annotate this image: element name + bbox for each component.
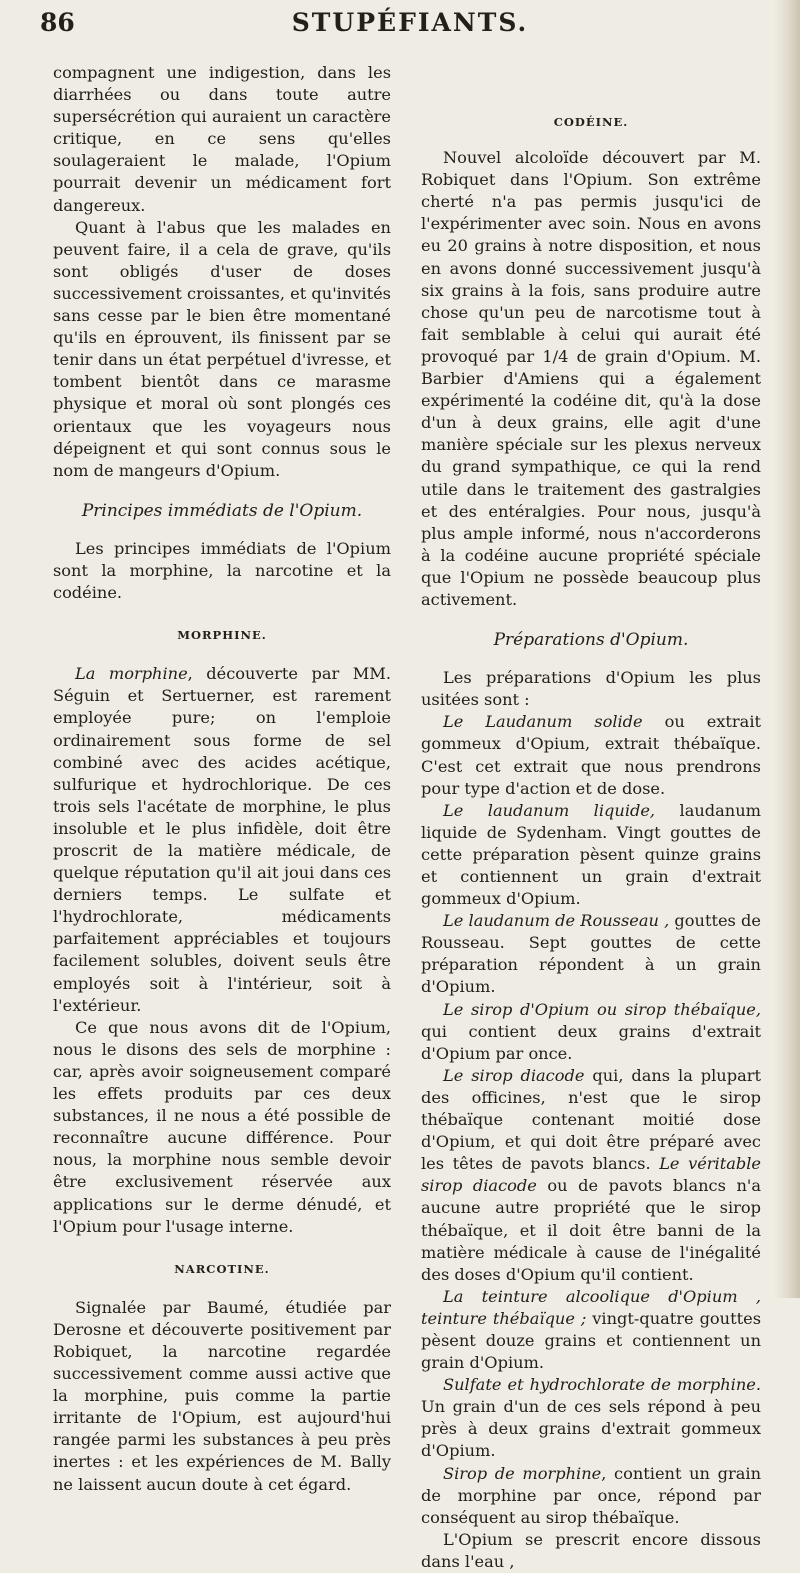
- paragraph-text: qui, dans la plupart des officines, n'est que le sirop thébaïque contenant moitié dose d'Opium, et qui doit être préparé avec les têtes de pavots blancs.: [421, 1065, 761, 1174]
- paragraph: [421, 800, 761, 910]
- paragraph-text: laudanum liquide de Sydenham. Vingt gouttes de cette préparation pèsent quinze grains et contiennent un grain d'extrait gommeux d'Opium.: [421, 800, 761, 909]
- term-italic: Le véritable sirop diacode: [421, 1154, 762, 1196]
- term-italic: Sirop de morphine: [443, 1463, 602, 1483]
- paragraph: [421, 1065, 761, 1286]
- term-italic: Le Laudanum solide: [443, 712, 643, 732]
- term-italic: Le sirop diacode: [443, 1065, 585, 1085]
- paragraph-text: ou de pavots blancs n'a aucune autre propriété que le sirop thébaïque, et il doit être banni de la matière médicale à cause de l'inégalité des doses d'Opium qu'il contient.: [421, 1176, 761, 1284]
- paragraph: Ce que nous avons dit de l'Opium, nous le disons des sels de morphine : car, après avoir soigneusement comparé les effets produits par ces deux substances, il ne nous a été possible de reconnaître aucune différence. Pour nous, la morphine nous semble devoir être exclusivement réservée aux applications sur le derme dénudé, et l'Opium pour l'usage interne.: [53, 1017, 391, 1236]
- paragraph-text: gouttes de Rousseau. Sept gouttes de cette préparation répondent à un grain d'Opium.: [421, 911, 761, 997]
- subsection-heading: MORPHINE.: [177, 628, 267, 643]
- paragraph-text: vingt-quatre gouttes pèsent douze grains et contiennent un grain d'Opium.: [421, 1308, 761, 1373]
- left-column: [53, 62, 391, 1496]
- paragraph: Quant à l'abus que les malades en peuvent faire, il a cela de grave, qu'ils sont obligés d'user de doses successivement croissantes, et qu'invités sans cesse par le bien être momentané qu'ils en éprouvent, ils finissent par se tenir dans un état perpétuel d'ivresse, et tombent bientôt dans ce marasme physique et moral où sont plongés ces orientaux que les voyageurs nous dépeignent et qui sont connus sous le nom de mangeurs d'Opium.: [53, 217, 391, 480]
- section-heading: Préparations d'Opium.: [493, 630, 689, 651]
- term-italic: Le sirop d'Opium ou sirop thébaïque,: [443, 999, 761, 1019]
- paragraph: [421, 1374, 761, 1462]
- term-italic: Le laudanum de Rousseau ,: [443, 911, 670, 931]
- right-column: [421, 111, 761, 1573]
- paragraph: Les principes immédiats de l'Opium sont la morphine, la narcotine et la codéine.: [53, 538, 391, 603]
- paragraph-text: ou extrait gommeux d'Opium, extrait thébaïque. C'est cet extrait que nous prendrons pour type d'action et de dose.: [421, 712, 762, 798]
- term-italic: Sulfate et hydrochlorate de morphine.: [443, 1375, 761, 1395]
- paragraph: [421, 711, 761, 799]
- paragraph: L'Opium se prescrit encore dissous dans l'eau ,: [421, 1529, 761, 1571]
- paragraph: [53, 663, 391, 1017]
- paragraph-text: , découverte par MM. Séguin et Sertuerner, est rarement employée pure; on l'emploie ordinairement sous forme de sel combiné avec des acides acétique, sulfurique et hydrochlorique. De ces trois sels l'acétate de morphine, le plus insoluble et le plus infidèle, doit être proscrit de la matière médicale, de quelque réputation qu'il ait joui dans ces derniers temps. Le sulfate et l'hydrochlorate, médicaments parfaitement appréciables et toujours facilement solubles, doivent seuls être employés soit à l'intérieur, soit à l'extérieur.: [53, 664, 391, 1015]
- paragraph: compagnent une indigestion, dans les diarrhées ou dans toute autre supersécrétion qui auraient un caractère critique, en ce sens qu'elles soulageraient le malade, l'Opium pourrait devenir un médicament fort dangereux.: [53, 63, 391, 215]
- paragraph: [421, 910, 761, 998]
- subsection-heading: CODÉINE.: [553, 115, 629, 129]
- paragraph-text: qui contient deux grains d'extrait d'Opium par once.: [421, 1021, 761, 1063]
- paragraph-text: , contient un grain de morphine par once, répond par conséquent au sirop thébaïque.: [421, 1463, 761, 1527]
- term-italic: La teinture alcoolique d'Opium , teinture thébaïque ;: [421, 1286, 761, 1328]
- paragraph: [421, 1286, 761, 1374]
- paragraph: Les préparations d'Opium les plus usitées sont :: [421, 668, 761, 710]
- paragraph-text: Un grain d'un de ces sels répond à peu près à deux grains d'extrait gommeux d'Opium.: [421, 1397, 761, 1461]
- subsection-heading: NARCOTINE.: [174, 1261, 270, 1276]
- paragraph: Signalée par Baumé, étudiée par Derosne et découverte positivement par Robiquet, la narcotine regardée successivement comme aussi active que la morphine, puis comme la partie irritante de l'Opium, est aujourd'hui rangée parmi les substances à peu près inertes : et les expériences de M. Bally ne laissent aucun doute à cet égard.: [53, 1297, 391, 1494]
- page-number: 86: [40, 8, 75, 37]
- term-italic: Le laudanum liquide,: [443, 800, 656, 820]
- section-heading: Principes immédiats de l'Opium.: [81, 500, 363, 521]
- term-italic: La morphine: [75, 664, 188, 684]
- paragraph: [421, 999, 761, 1065]
- paragraph: Nouvel alcoloïde découvert par M. Robiquet dans l'Opium. Son extrême cherté n'a pas permis jusqu'ici de l'expérimenter avec soin. Nous en avons eu 20 grains à notre disposition, et nous en avons donné successivement jusqu'à six grains à la fois, sans produire autre chose qu'un peu de narcotisme tout à fait semblable à celui qui aurait été provoqué par 1/4 de grain d'Opium. M. Barbier d'Amiens qui a également expérimenté la codéine dit, qu'à la dose d'un à deux grains, elle agit d'une manière spéciale sur les plexus nerveux du grand sympathique, ce qui la rend utile dans le traitement des gastralgies et des entéralgies. Pour nous, jusqu'à plus ample informé, nous n'accorderons à la codéine aucune propriété spéciale que l'Opium ne possède beaucoup plus activement.: [421, 148, 761, 609]
- page-header: [40, 6, 780, 40]
- page-edge-shadow: [774, 0, 800, 1298]
- paragraph: [421, 1463, 761, 1529]
- running-title: STUPÉFIANTS.: [291, 8, 529, 37]
